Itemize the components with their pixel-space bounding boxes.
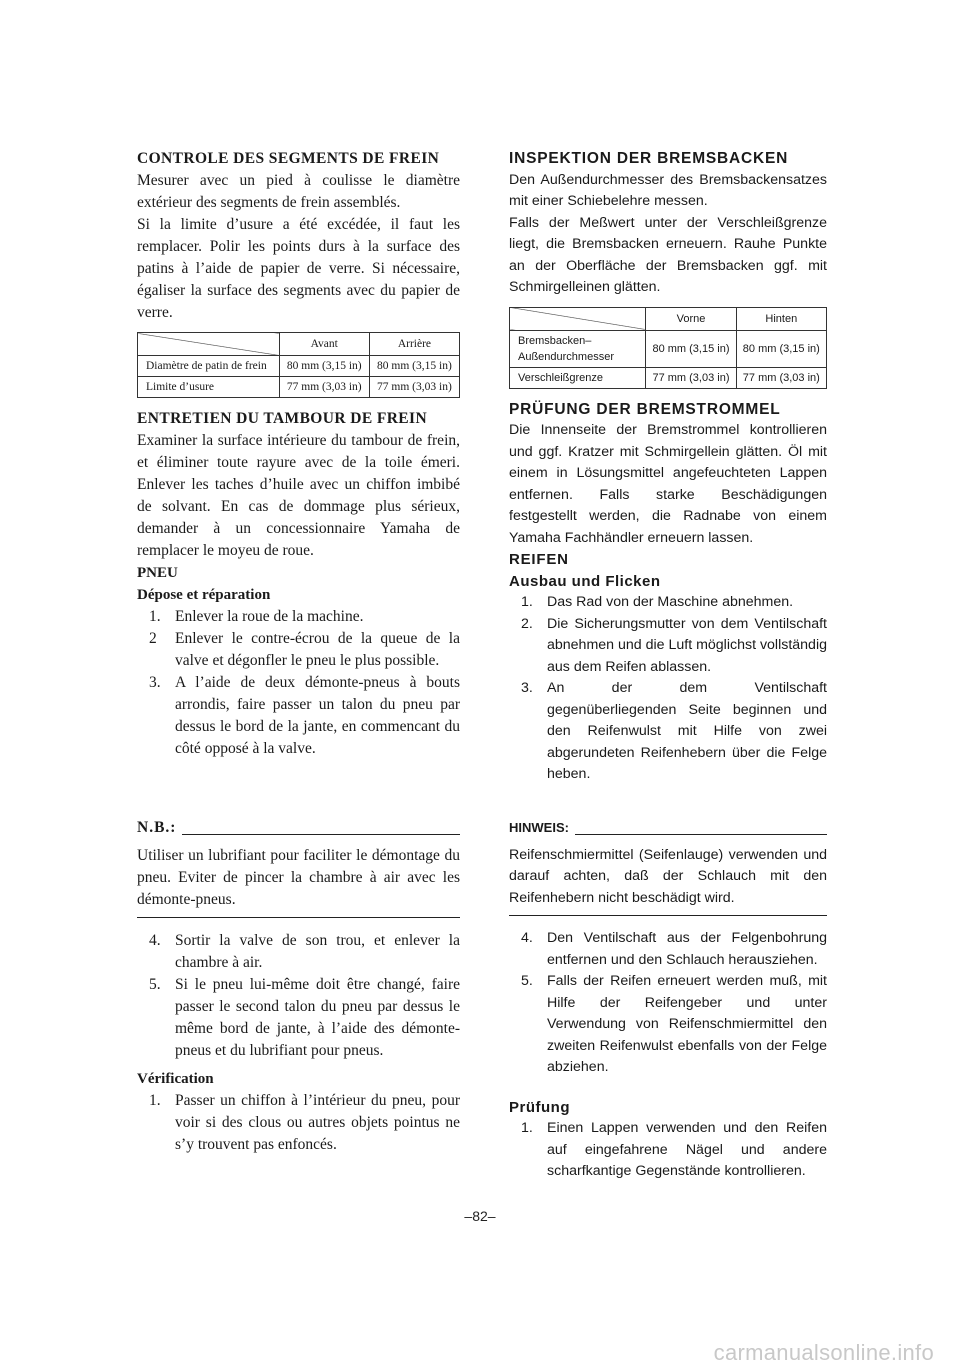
fr-spec-table-corner	[138, 333, 280, 356]
de-heading-brake-drum: PRÜFUNG DER BREMSTROMMEL	[509, 400, 781, 418]
fr-paragraph-wear-limit: Si la limite d’usure a été excédée, il faut les remplacer. Polir les points durs à la surface des patins à l’aide de papier de verre. Si nécessaire, égaliser la surface des segments avec du papier de verre.	[137, 216, 460, 321]
watermark: carmanualsonline.info	[713, 1340, 934, 1365]
fr-steps-continued	[137, 930, 460, 1062]
step-text: An der dem Ventilschaft gegenüberliegenden Seite beginnen und den Reifenwulst mit Hilfe von zwei abgerundeten Reifenhebern über die Felge heben.	[547, 680, 827, 782]
de-steps-removal	[509, 592, 827, 786]
fr-paragraph-measure: Mesurer avec un pied à coulisse le diamètre extérieur des segments de frein assemblés.	[137, 172, 460, 211]
de-note-text: Reifenschmiermittel (Seifenlauge) verwenden und darauf achten, daß der Schlauch mit den Reifenhebern nicht beschädigt wird.	[509, 846, 827, 906]
step-text: Das Rad von der Maschine abnehmen.	[547, 594, 794, 610]
table-row	[510, 367, 827, 388]
fr-spec-row-label: Limite d’usure	[138, 377, 280, 398]
step-number: 3.	[521, 680, 533, 696]
fr-spec-cell: 80 mm (3,15 in)	[279, 356, 369, 377]
divider	[509, 915, 827, 916]
fr-subheading-check: Vérification	[137, 1071, 214, 1087]
de-note-title: HINWEIS:	[509, 820, 569, 835]
fr-note-header	[137, 817, 460, 839]
step-number: 4.	[149, 932, 161, 949]
fr-subheading-removal: Dépose et réparation	[137, 587, 271, 603]
list-item	[509, 928, 827, 971]
de-steps-check	[509, 1118, 827, 1183]
fr-spec-cell: 80 mm (3,15 in)	[369, 356, 459, 377]
de-spec-cell: 77 mm (3,03 in)	[646, 367, 736, 388]
list-item	[137, 628, 460, 672]
divider	[137, 917, 460, 918]
fr-spec-cell: 77 mm (3,03 in)	[369, 377, 459, 398]
fr-spec-cell: 77 mm (3,03 in)	[279, 377, 369, 398]
fr-heading-brake-drum: ENTRETIEN DU TAMBOUR DE FREIN	[137, 410, 428, 427]
list-item	[137, 672, 460, 760]
fr-paragraph-drum: Examiner la surface intérieure du tambour de frein, et éliminer toute rayure avec de la toile émeri. Enlever les taches d’huile avec un chiffon imbibé de solvant. En cas de dommage plus sérieux, demander à un concessionnaire Yamaha de remplacer le moyeu de roue.	[137, 432, 460, 559]
fr-steps-check	[137, 1090, 460, 1156]
fr-spec-col-front: Avant	[279, 333, 369, 356]
step-number: 1.	[149, 1092, 161, 1109]
fr-spec-table	[137, 332, 460, 398]
de-spec-cell: 77 mm (3,03 in)	[736, 367, 826, 388]
de-spec-table-header	[510, 307, 827, 330]
step-number: 1.	[149, 608, 161, 625]
fr-heading-tire: PNEU	[137, 565, 178, 581]
list-item	[509, 678, 827, 786]
step-number: 1.	[521, 594, 533, 610]
list-item	[509, 592, 827, 614]
de-heading-brake-shoes: INSPEKTION DER BREMSBACKEN	[509, 150, 789, 167]
de-subheading-check: Prüfung	[509, 1098, 570, 1116]
de-spec-cell: 80 mm (3,15 in)	[646, 330, 736, 367]
divider	[182, 834, 460, 835]
step-number: 2.	[521, 615, 533, 632]
step-number: 4.	[521, 930, 533, 946]
step-number: 2	[149, 630, 157, 647]
step-number: 5.	[149, 976, 161, 993]
table-row	[138, 356, 460, 377]
fr-steps-removal	[137, 606, 460, 760]
fr-heading-brake-shoes: CONTROLE DES SEGMENTS DE FREIN	[137, 150, 440, 167]
step-text: Enlever la roue de la machine.	[175, 608, 364, 625]
de-paragraph-wear-limit: Falls der Meßwert unter der Verschleißgrenze liegt, die Bremsbacken erneuern. Rauhe Punkte an der Oberfläche der Bremsbacken ggf. mit Schmirgelleinen glätten.	[509, 214, 827, 295]
de-spec-table	[509, 307, 827, 389]
step-text: Falls der Reifen erneuert werden muß, mit Hilfe der Reifengeber und unter Verwendung von Reifenschmiermittel den zweiten Reifenwulst ebenfalls von der Felge abziehen.	[547, 973, 827, 1075]
step-text: Si le pneu lui-même doit être changé, faire passer le second talon du pneu par dessus le même bord de jante, à l’aide des démonte-pneus et du lubrifiant pour pneus.	[175, 976, 460, 1059]
step-text: A l’aide de deux démonte-pneus à bouts arrondis, faire passer un talon du pneu par dessus le bord de la jante, en commencant du côté opposé à la valve.	[175, 674, 460, 757]
de-paragraph-drum: Die Innenseite der Bremstrommel kontrollieren und ggf. Kratzer mit Schmirgellein glätten. Öl mit einem in Lösungsmittel angefeuchteten Lappen entfernen. Falls starke Beschädigungen festgestellt werden, die Radnabe von einem Yamaha Fachhändler erneuern lassen.	[509, 422, 827, 546]
step-number: 1.	[521, 1120, 533, 1136]
list-item	[137, 974, 460, 1062]
list-item	[509, 614, 827, 679]
fr-note-title: N.B.:	[137, 819, 177, 836]
page-number: –82–	[464, 1208, 496, 1224]
list-item	[509, 1118, 827, 1183]
de-spec-row-label: Verschleißgrenze	[510, 367, 646, 388]
de-steps-continued	[509, 928, 827, 1079]
step-number: 5.	[521, 973, 533, 989]
step-text: Enlever le contre-écrou de la queue de la valve et dégonfler le pneu le plus possible.	[175, 630, 460, 669]
table-row	[138, 377, 460, 398]
fr-note-text: Utiliser un lubrifiant pour faciliter le démontage du pneu. Eviter de pincer la chambre à air avec les démonte-pneus.	[137, 847, 460, 908]
step-text: Passer un chiffon à l’intérieur du pneu, pour voir si des clous ou autres objets pointus ne s’y trouvent pas enfoncés.	[175, 1092, 460, 1153]
french-column-top	[137, 148, 460, 760]
list-item	[137, 606, 460, 628]
list-item	[137, 930, 460, 974]
fr-spec-table-header	[138, 333, 460, 356]
de-note-header	[509, 817, 827, 839]
list-item	[509, 971, 827, 1079]
de-spec-col-front: Vorne	[646, 307, 736, 330]
de-spec-row-label: Bremsbacken– Außendurchmesser	[510, 330, 646, 367]
de-heading-tire: REIFEN	[509, 551, 569, 568]
german-column-bottom	[509, 817, 827, 1183]
list-item	[137, 1090, 460, 1156]
step-number: 3.	[149, 674, 161, 691]
step-text: Die Sicherungsmutter von dem Ventilschaft abnehmen und die Luft möglichst vollständig aus dem Reifen ablassen.	[547, 615, 827, 675]
french-column-bottom	[137, 817, 460, 1156]
de-spec-col-rear: Hinten	[736, 307, 826, 330]
fr-spec-row-label: Diamètre de patin de frein	[138, 356, 280, 377]
de-subheading-removal: Ausbau und Flicken	[509, 572, 661, 590]
step-text: Sortir la valve de son trou, et enlever la chambre à air.	[175, 932, 460, 971]
fr-spec-col-rear: Arrière	[369, 333, 459, 356]
step-text: Den Ventilschaft aus der Felgenbohrung entfernen und den Schlauch herausziehen.	[547, 930, 827, 968]
de-paragraph-measure: Den Außendurchmesser des Bremsbackensatzes mit einer Schiebelehre messen.	[509, 171, 827, 209]
de-spec-table-corner	[510, 307, 646, 330]
table-row	[510, 330, 827, 367]
divider	[575, 834, 827, 835]
step-text: Einen Lappen verwenden und den Reifen auf eingefahrene Nägel und andere scharfkantige Gegenstände kontrollieren.	[547, 1120, 827, 1179]
de-spec-cell: 80 mm (3,15 in)	[736, 330, 826, 367]
german-column-top	[509, 148, 827, 786]
